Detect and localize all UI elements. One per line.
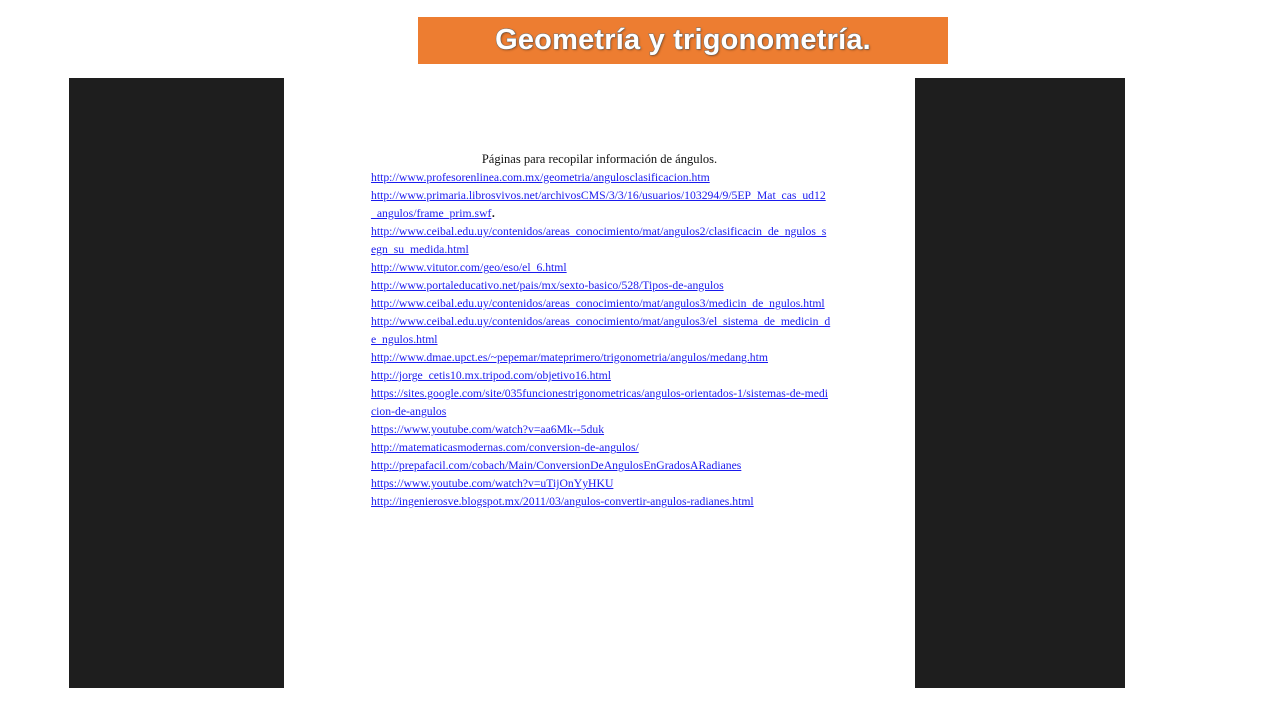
list-item [371,348,831,366]
list-item [371,456,831,474]
link-prepafacil[interactable]: http://prepafacil.com/cobach/Main/ConversionDeAngulosEnGradosARadianes [371,459,742,472]
list-item [371,420,831,438]
link-google-sites[interactable]: https://sites.google.com/site/035funcionestrigonometricas/angulos-orientados-1/sistemas-de-medicion-de-angulos [371,387,829,418]
link-youtube-1[interactable]: https://www.youtube.com/watch?v=aa6Mk--5duk [371,423,605,436]
list-item [371,294,831,312]
link-vitutor[interactable]: http://www.vitutor.com/geo/eso/el_6.html [371,261,567,274]
link-ingenierosve[interactable]: http://ingenierosve.blogspot.mx/2011/03/angulos-convertir-angulos-radianes.html [371,495,754,508]
link-matematicasmodernas[interactable]: http://matematicasmodernas.com/conversion-de-angulos/ [371,441,639,454]
list-item [371,168,831,186]
link-suffix: . [491,204,496,221]
link-ceibal-clasificacion[interactable]: http://www.ceibal.edu.uy/contenidos/areas_conocimiento/mat/angulos2/clasificacin_de_ngulos_segn_su_medida.html [371,225,827,256]
link-ceibal-sistema[interactable]: http://www.ceibal.edu.uy/contenidos/areas_conocimiento/mat/angulos3/el_sistema_de_medicin_de_ngulos.html [371,315,831,346]
title-banner [418,17,948,64]
left-dark-panel [69,78,284,688]
list-item [371,384,831,420]
list-item [371,276,831,294]
list-item [371,492,831,510]
link-list [371,168,831,510]
list-item [371,222,831,258]
link-jorge-cetis[interactable]: http://jorge_cetis10.mx.tripod.com/objetivo16.html [371,369,612,382]
document-heading: Páginas para recopilar información de ángulos. [481,152,718,166]
list-item [371,366,831,384]
list-item [371,438,831,456]
slide-title: Geometría y trigonometría. [495,24,871,56]
link-librosvivos[interactable]: http://www.primaria.librosvivos.net/archivosCMS/3/3/16/usuarios/103294/9/5EP_Mat_cas_ud12_angulos/frame_prim.swf [371,189,826,220]
list-item [371,312,831,348]
link-portaleducativo[interactable]: http://www.portaleducativo.net/pais/mx/sexto-basico/528/Tipos-de-angulos [371,279,724,292]
list-item [371,186,831,222]
link-ceibal-medicion[interactable]: http://www.ceibal.edu.uy/contenidos/areas_conocimiento/mat/angulos3/medicin_de_ngulos.html [371,297,825,310]
link-youtube-2[interactable]: https://www.youtube.com/watch?v=uTijOnYyHKU [371,477,614,490]
list-item [371,474,831,492]
document-page [284,78,915,688]
link-profesorenlinea[interactable]: http://www.profesorenlinea.com.mx/geometria/angulosclasificacion.htm [371,171,710,184]
link-dmae-upct[interactable]: http://www.dmae.upct.es/~pepemar/mateprimero/trigonometria/angulos/medang.htm [371,351,768,364]
list-item [371,258,831,276]
right-dark-panel [915,78,1125,688]
